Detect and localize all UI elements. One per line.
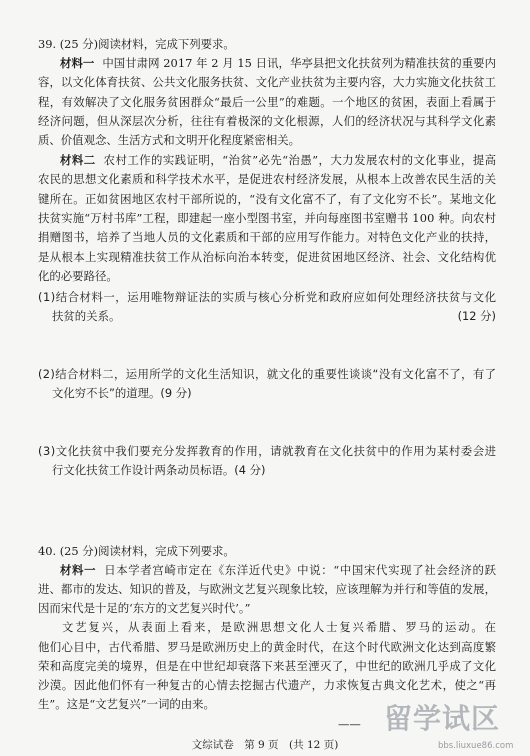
q40-paragraph2-text: 荣和高度完美的境界，但是在中世纪却衰落下来甚至湮灭了，中世纪的欧洲几乎成了文化 xyxy=(38,659,497,673)
q39-subquestion-2-text: (2)结合材料二，运用所学的文化生活知识，就文化的重要性谈谈“没有文化富不了，有了 xyxy=(38,367,497,381)
q40-paragraph2-text: 文艺复兴，从表面上看来，是欧洲思想文化人士复兴希腊、罗马的运动。在 xyxy=(62,620,498,634)
q39-material1-label: 材料一 xyxy=(60,56,95,70)
q40-material1-line xyxy=(38,582,496,597)
q40-heading-text: 40. (25 分)阅读材料，完成下列要求。 xyxy=(38,544,235,558)
q39-subquestion-1-line xyxy=(52,309,452,324)
q39-material2-label: 材料二 xyxy=(60,153,96,167)
watermark-logo: 留学试区 xyxy=(384,702,501,735)
q39-subquestion-3-text: 行文化扶贫工作设计两条动员标语。(4 分) xyxy=(52,463,266,477)
q40-paragraph2-line xyxy=(38,659,496,674)
q40-paragraph2-line xyxy=(38,640,496,655)
q40-material1-text: 进、都市的发达、知识的普及，与欧洲文艺复兴现象比较，应该理解为并行和等值的发展， xyxy=(38,582,497,596)
q39-subquestion-3-line xyxy=(38,444,496,459)
q39-material2-line xyxy=(38,269,496,284)
q39-material2-line xyxy=(38,172,496,187)
q40-material1-line xyxy=(60,563,496,578)
q39-material1-text: 容，以文化体育扶贫、公共文化服务扶贫、文化产业扶贫为主要内容，大力实施文化扶贫工 xyxy=(38,75,497,89)
q39-material1-text: 经济问题，但从深层次分析，往往有着极深的文化根源，人们的经济状况与其科学文化素 xyxy=(38,114,497,128)
q39-heading-text: 39. (25 分)阅读材料，完成下列要求。 xyxy=(38,37,235,51)
q39-material2-text: 键所在。正如贫困地区农村干部所说的，“没有文化富不了，有了文化穷不长”。某地文化 xyxy=(38,192,497,206)
q39-material1-text: 质、价值观念、生活方式和文明开化程度紧密相关。 xyxy=(38,133,300,147)
q39-material1-line xyxy=(38,75,496,90)
q39-subquestion-3-line xyxy=(52,463,496,478)
page-footer: 文综试卷 第 9 页 (共 12 页) xyxy=(191,739,339,751)
q39-subquestion-1-score: (12 分) xyxy=(457,309,496,323)
q39-material1-line xyxy=(38,133,496,148)
q39-material2-text: 是从根本上实现精准扶贫工作从治标向治本转变，促进贫困地区经济、社会、文化结构优 xyxy=(38,250,497,264)
q39-material1-line xyxy=(38,95,496,110)
q39-subquestion-3-text: (3)文化扶贫中我们要充分发挥教育的作用，请就教育在文化扶贫中的作用为某村委会进 xyxy=(38,444,497,458)
q39-material2-text: 农村工作的实践证明，“治贫”必先“治愚”，大力发展农村的文化事业，提高 xyxy=(103,153,497,167)
q39-material1-text: 中国甘肃网 2017 年 2 月 15 日讯，华亭县把文化扶贫列为精准扶贫的重要内 xyxy=(102,56,497,70)
q39-heading xyxy=(38,37,496,52)
q39-material2-line xyxy=(38,230,496,245)
q39-material2-line xyxy=(38,211,496,226)
q40-paragraph2-text: 沙漠。因此他们怀有一种复古的心情去挖掘古代遗产，力求恢复古典文化艺术，使之“再 xyxy=(38,678,497,692)
q39-subquestion-1-line xyxy=(38,290,496,305)
q40-paragraph2-text: 他们心目中，古代希腊、罗马是欧洲历史上的黄金时代，在这个时代欧洲文化达到高度繁 xyxy=(38,640,497,654)
q39-material2-text: 化的必要路径。 xyxy=(38,269,118,283)
q40-heading xyxy=(38,544,496,559)
q39-material2-line xyxy=(38,192,496,207)
q40-paragraph2-text: 生”。这是“文艺复兴”一词的由来。 xyxy=(38,697,215,711)
q40-material1-label: 材料一 xyxy=(60,563,97,577)
q40-material1-text: 因而宋代是十足的‘东方的文艺复兴时代’。” xyxy=(38,601,251,615)
q39-material1-line xyxy=(60,56,496,71)
q39-material2-text: 捐赠图书，培养了当地人员的文化素质和干部的应用写作能力。对特色文化产业的扶持， xyxy=(38,230,497,244)
q39-subquestion-2-text: 文化穷不长”的道理。(9 分) xyxy=(52,386,192,400)
q39-material2-line xyxy=(60,153,496,168)
q39-material1-line xyxy=(38,114,496,129)
q40-material1-line xyxy=(38,601,496,616)
q40-paragraph2-line xyxy=(38,678,496,693)
q39-material2-text: 农民的思想文化素质和科学技术水平，是促进农村经济发展，从根本上改善农民生活的关 xyxy=(38,172,497,186)
q40-paragraph2-line xyxy=(62,620,496,635)
q39-material2-text: 扶贫实施“万村书库”工程，即建起一座小型图书室，并向每座图书室赠书 100 种。向农村 xyxy=(38,211,497,225)
q39-material1-text: 程，有效解决了文化服务贫困群众“最后一公里”的难题。一个地区的贫困，表面上看属于 xyxy=(38,95,497,109)
q39-subquestion-1-text: (1)结合材料一，运用唯物辩证法的实质与核心分析党和政府应如何处理经济扶贫与文化 xyxy=(38,290,497,304)
watermark-url: bbs.liuxue86.com xyxy=(438,741,514,751)
q39-subquestion-2-line xyxy=(52,386,496,401)
q39-subquestion-1-text: 扶贫的关系。 xyxy=(52,309,121,323)
q40-material1-text: 日本学者宫崎市定在《东洋近代史》中说：“中国宋代实现了社会经济的跃 xyxy=(104,563,497,577)
q40-source-text: —— xyxy=(338,717,361,731)
q39-subquestion-2-line xyxy=(38,367,496,382)
q39-material2-line xyxy=(38,250,496,265)
